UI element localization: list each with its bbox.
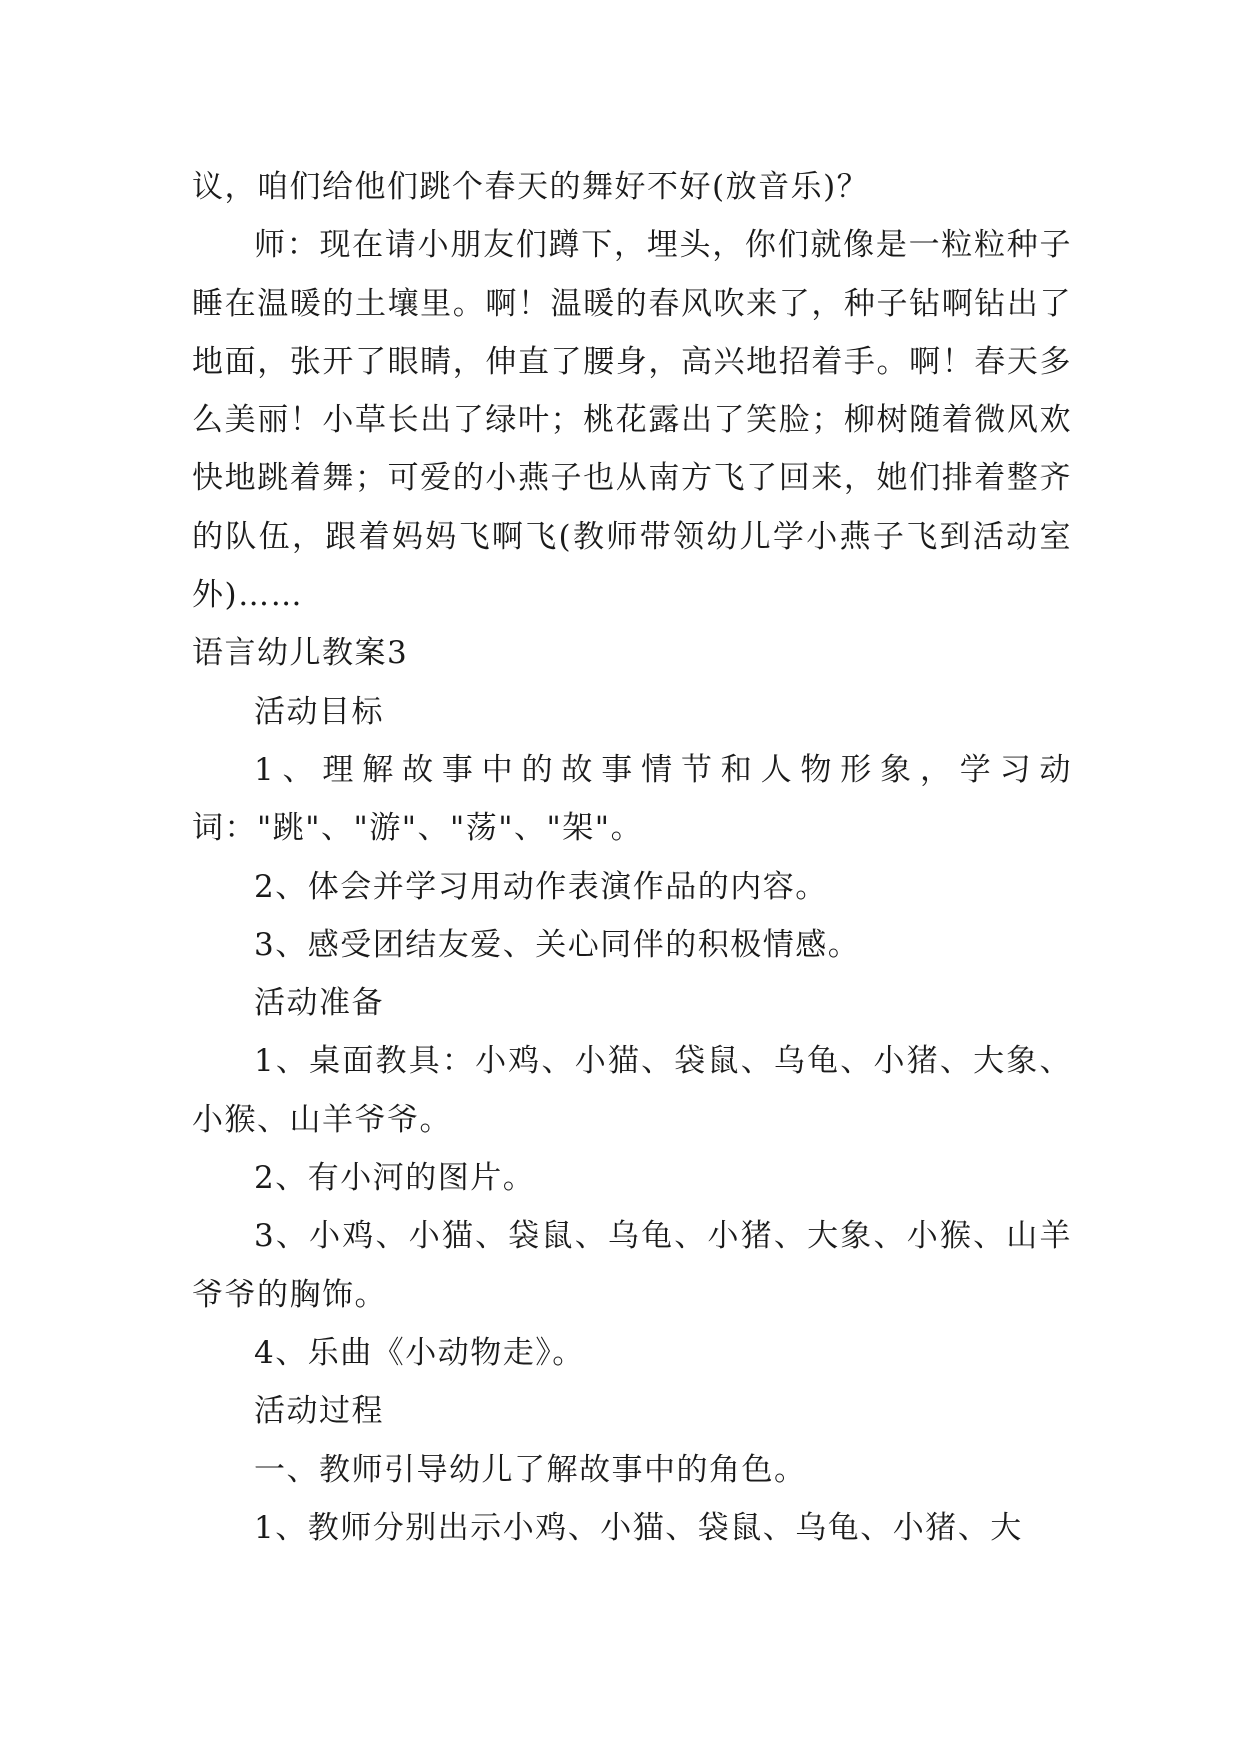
- process-step-1-item-1: 1、教师分别出示小鸡、小猫、袋鼠、乌龟、小猪、大: [254, 1509, 1023, 1546]
- document-body: [192, 158, 1072, 1557]
- preparation-item-2: 2、有小河的图片。: [254, 1160, 536, 1197]
- preparation-item-1: 1、桌面教具：小鸡、小猫、袋鼠、乌龟、小猪、大象、小猴、山羊爷爷。: [192, 1043, 1072, 1138]
- subheading-activity-goals: 活动目标: [254, 693, 384, 730]
- subheading-activity-process: 活动过程: [254, 1393, 384, 1430]
- preparation-item-4: 4、乐曲《小动物走》。: [254, 1334, 585, 1371]
- goal-item-2: 2、体会并学习用动作表演作品的内容。: [254, 868, 828, 905]
- process-step-1: 一、教师引导幼儿了解故事中的角色。: [254, 1451, 807, 1488]
- subheading-activity-preparation: 活动准备: [254, 985, 384, 1022]
- goal-item-3: 3、感受团结友爱、关心同伴的积极情感。: [254, 926, 861, 963]
- preparation-item-3: 3、小鸡、小猫、袋鼠、乌龟、小猪、大象、小猴、山羊爷爷的胸饰。: [192, 1218, 1072, 1313]
- section-title: 语言幼儿教案3: [192, 635, 409, 672]
- paragraph-intro-continuation: 议，咱们给他们跳个春天的舞好不好(放音乐)？: [192, 169, 870, 205]
- paragraph-teacher-script: 师：现在请小朋友们蹲下，埋头，你们就像是一粒粒种子睡在温暖的土壤里。啊！温暖的春风吹来了，种子钻啊钻出了地面，张开了眼睛，伸直了腰身，高兴地招着手。啊！春天多么美丽！小草长出了绿叶；桃花露出了笑脸；柳树随着微风欢快地跳着舞；可爱的小燕子也从南方飞了回来，她们排着整齐的队伍，跟着妈妈飞啊飞(教师带领幼儿学小燕子飞到活动室外)……: [192, 227, 1072, 614]
- goal-item-1: 1、理解故事中的故事情节和人物形象，学习动词："跳"、"游"、"荡"、"架"。: [192, 751, 1072, 847]
